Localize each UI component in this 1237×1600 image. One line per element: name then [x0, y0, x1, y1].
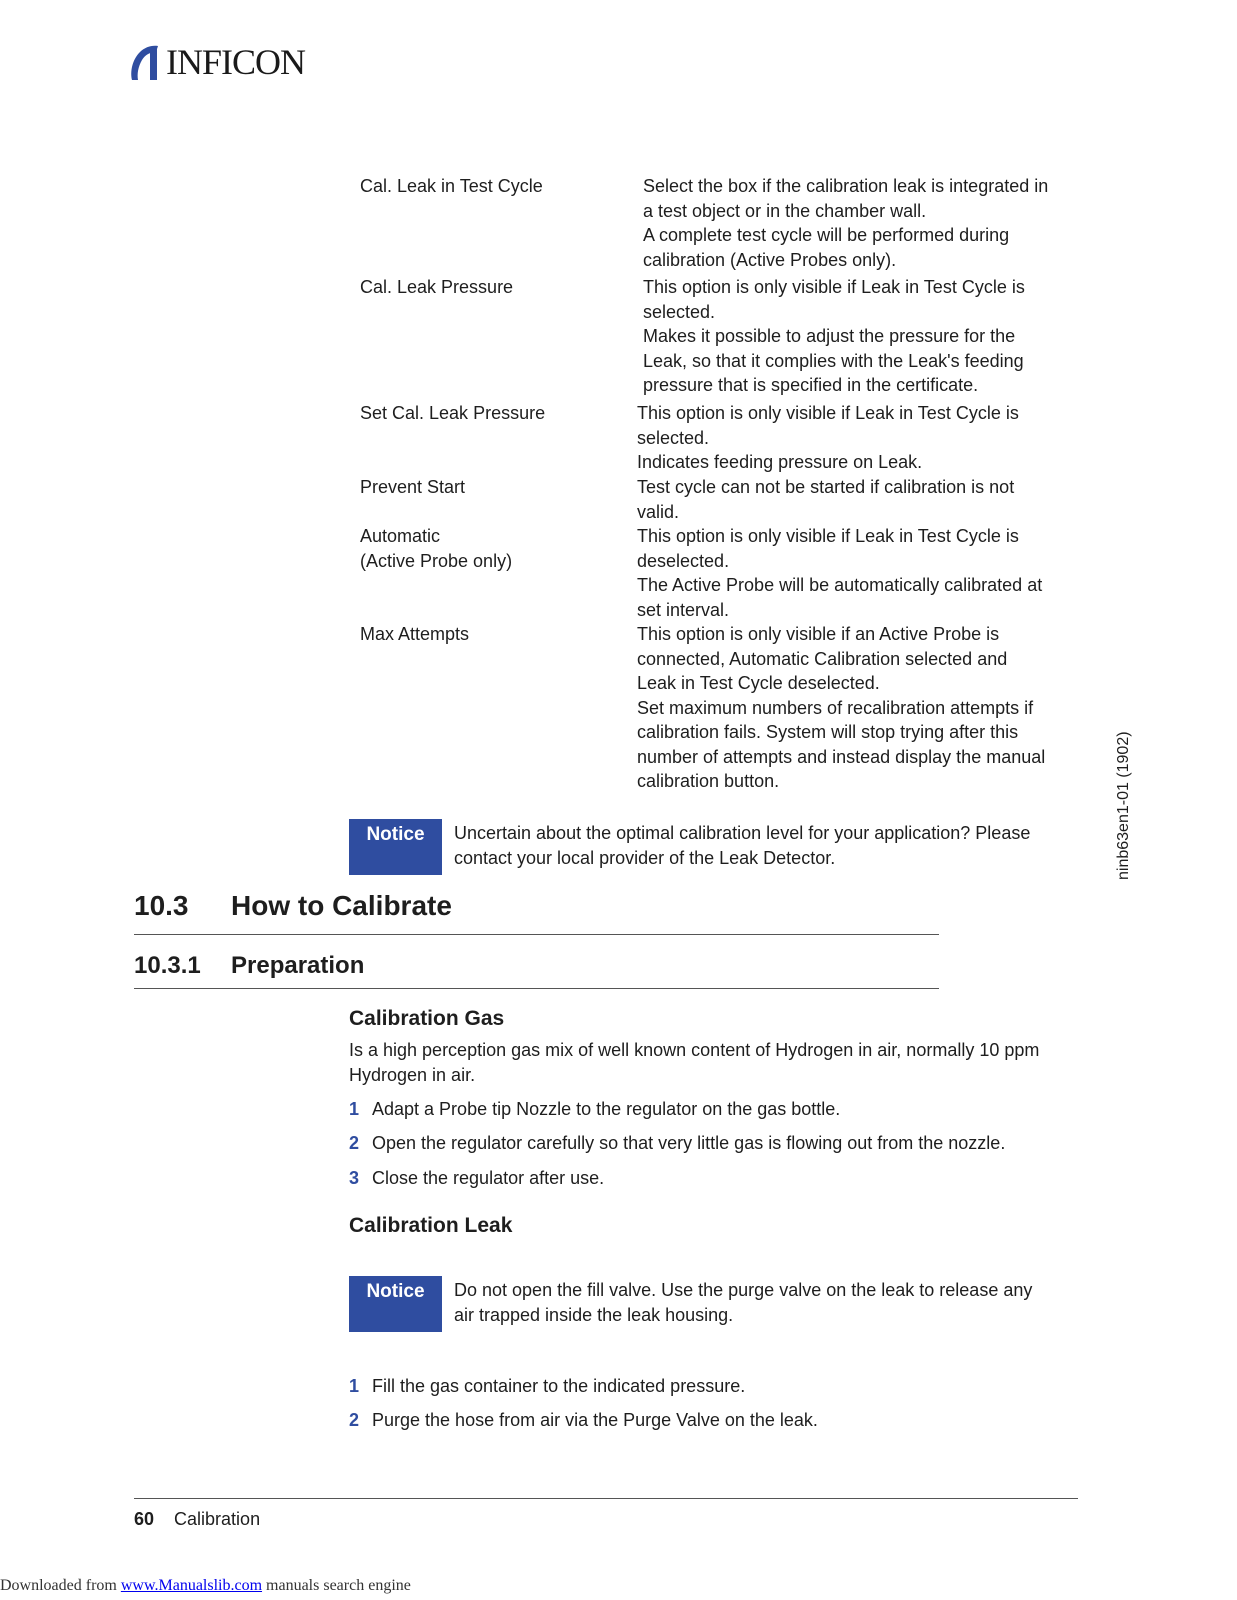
step-item: 2 Open the regulator carefully so that very little gas is flowing out from the nozzle.: [349, 1133, 1006, 1153]
download-banner: Downloaded from www.Manualslib.com manuals search engine: [0, 1577, 411, 1594]
step-item: 3 Close the regulator after use.: [349, 1168, 605, 1188]
section-title: How to Calibrate: [231, 890, 452, 921]
definition-term: Prevent Start: [360, 477, 466, 497]
definition-desc: Select the box if the calibration leak is integrated in a test object or in the chamber wall. A complete test cycle will be performed during calibration (Active Probes only).: [643, 176, 1049, 270]
notice-box: [349, 1276, 1069, 1332]
step-item: 2 Purge the hose from air via the Purge Valve on the leak.: [349, 1410, 818, 1430]
manualslib-link[interactable]: www.Manualslib.com: [120, 1577, 263, 1594]
page-number: 60: [134, 1509, 155, 1529]
definition-desc: This option is only visible if Leak in Test Cycle is deselected. The Active Probe will be automatically calibrated at set interval.: [637, 526, 1043, 620]
footer-title: Calibration: [174, 1509, 261, 1529]
document-id-label: ninb63en1-01 (1902): [1115, 731, 1132, 880]
definition-desc: This option is only visible if Leak in Test Cycle is selected. Indicates feeding pressure on Leak.: [637, 403, 1019, 472]
definition-term: Set Cal. Leak Pressure: [360, 403, 546, 423]
definition-term: Automatic (Active Probe only): [360, 526, 513, 571]
notice-box: [349, 819, 1069, 875]
notice-text: Uncertain about the optimal calibration level for your application? Please contact your local provider of the Leak Detector.: [454, 823, 1031, 868]
footer-divider: [134, 1498, 1078, 1499]
definition-term: Max Attempts: [360, 624, 470, 644]
step-item: 1 Fill the gas container to the indicated pressure.: [349, 1376, 746, 1396]
page-footer: [134, 1509, 260, 1530]
notice-text: Do not open the fill valve. Use the purge valve on the leak to release any air trapped inside the leak housing.: [454, 1280, 1033, 1325]
inficon-logo: [128, 42, 305, 82]
subsection-number: 10.3.1: [134, 952, 201, 979]
definition-desc: This option is only visible if an Active Probe is connected, Automatic Calibration selected and Leak in Test Cycle deselected. Set maximum numbers of recalibration attempts if calibration fails. System will stop trying after this number of attempts and instead display the manual calibration button.: [637, 624, 1046, 791]
definition-term: Cal. Leak in Test Cycle: [360, 176, 543, 196]
subsection-title: Preparation: [231, 952, 365, 979]
calibration-gas-paragraph: Is a high perception gas mix of well known content of Hydrogen in air, normally 10 ppm Hydrogen in air.: [349, 1040, 1040, 1085]
inficon-logo-mark: [128, 42, 164, 82]
definition-desc: This option is only visible if Leak in Test Cycle is selected. Makes it possible to adjust the pressure for the Leak, so that it complies with the Leak's feeding pressure that is specified in the certificate.: [643, 277, 1025, 395]
section-heading: [134, 890, 939, 935]
step-item: 1 Adapt a Probe tip Nozzle to the regulator on the gas bottle.: [349, 1099, 841, 1119]
calibration-gas-heading: Calibration Gas: [349, 1007, 505, 1030]
logo-text: INFICON: [166, 42, 306, 82]
subsection-heading: [134, 952, 939, 989]
section-number: 10.3: [134, 890, 189, 921]
definition-desc: Test cycle can not be started if calibration is not valid.: [637, 477, 1015, 522]
definition-term: Cal. Leak Pressure: [360, 277, 514, 297]
calibration-leak-heading: Calibration Leak: [349, 1214, 513, 1237]
notice-label: Notice: [349, 1276, 442, 1332]
notice-label: Notice: [349, 819, 442, 875]
